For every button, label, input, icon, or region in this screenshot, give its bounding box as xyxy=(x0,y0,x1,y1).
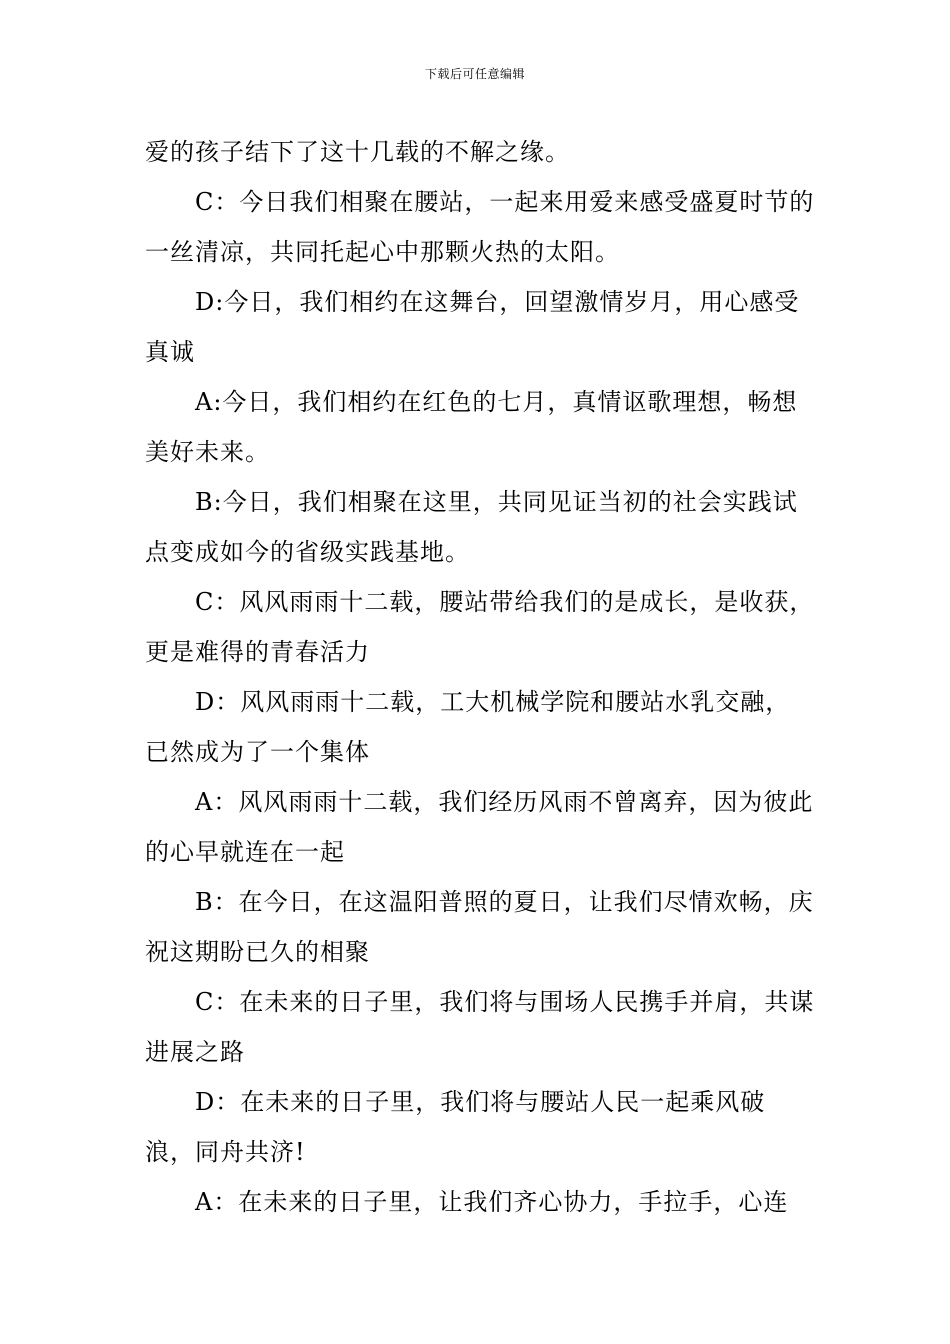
paragraph: 爱的孩子结下了这十几载的不解之缘。 xyxy=(145,138,570,166)
paragraph: B：在今日，在这温阳普照的夏日，让我们尽情欢畅，庆祝这期盼已久的相聚 xyxy=(145,888,814,966)
paragraph: C：在未来的日子里，我们将与围场人民携手并肩，共谋进展之路 xyxy=(145,988,815,1066)
paragraph: A：风风雨雨十二载，我们经历风雨不曾离弃，因为彼此的心早就连在一起 xyxy=(145,788,814,866)
paragraph: D:今日，我们相约在这舞台，回望激情岁月，用心感受真诚 xyxy=(145,288,800,366)
paragraph: B:今日，我们相聚在这里，共同见证当初的社会实践试点变成如今的省级实践基地。 xyxy=(145,488,798,566)
page-header: 下载后可任意编辑 xyxy=(424,67,525,81)
paragraph: C：今日我们相聚在腰站，一起来用爱来感受盛夏时节的一丝清凉，共同托起心中那颗火热的太阳。 xyxy=(145,188,815,266)
paragraph: D：风风雨雨十二载，工大机械学院和腰站水乳交融，已然成为了一个集体 xyxy=(145,688,791,766)
paragraph: D：在未来的日子里，我们将与腰站人民一起乘风破浪，同舟共济! xyxy=(145,1088,766,1166)
paragraph: A:今日，我们相约在红色的七月，真情讴歌理想，畅想美好未来。 xyxy=(145,388,798,466)
document-body xyxy=(145,127,815,1227)
paragraph: A：在未来的日子里，让我们齐心协力，手拉手，心连 xyxy=(195,1188,789,1216)
paragraph: C：风风雨雨十二载，腰站带给我们的是成长，是收获，更是难得的青春活力 xyxy=(145,588,815,666)
